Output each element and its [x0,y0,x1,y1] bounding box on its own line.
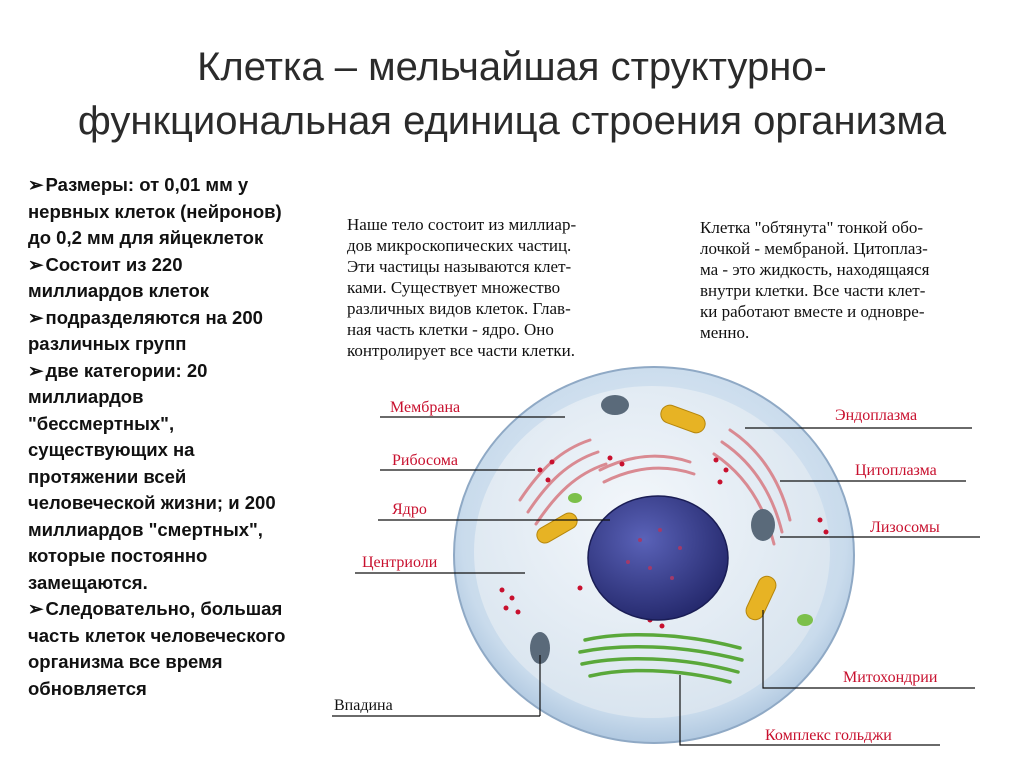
label-nucleus: Ядро [392,501,427,518]
paragraph-line: контролирует все части клетки. [347,341,575,360]
bullet-text: обновляется [28,677,147,699]
label-mitochondria: Митохондрии [843,669,938,686]
paragraph-line: Наше тело состоит из миллиар- [347,215,577,234]
bullet-text: Размеры: от 0,01 мм у [45,174,249,195]
paragraph-line: Клетка "обтянута" тонкой обо- [700,218,924,237]
arrow-bullet-icon: ➢ [28,598,44,619]
label-membrane: Мембрана [390,399,461,416]
bullet-text: часть клеток человеческого [28,624,286,646]
bullet-text: замещаются. [28,571,148,593]
bullet-text: подразделяются на 200 [45,306,263,328]
bullet-text: человеческой жизни; и 200 [28,492,276,513]
paragraph-line: различных видов клеток. Глав- [347,299,571,318]
bullet-text: которые постоянно [28,545,208,566]
slide-title-line-2: функциональная единица строения организма [77,99,947,143]
bullet-text: протяжении всей [28,465,187,487]
paragraph-line: ками. Существует множество [347,278,561,297]
bullet-text: миллиардов "смертных", [28,518,263,540]
label-ribosome: Рибосома [392,452,458,469]
bullet-text: различных групп [28,333,187,354]
arrow-bullet-icon: ➢ [28,253,44,275]
paragraph-line: дов микроскопических частиц. [347,236,572,255]
bullet-text: нервных клеток (нейронов) [28,200,282,222]
paragraph-line: лочкой - мембраной. Цитоплаз- [700,239,928,258]
label-endoplasm: Эндоплазма [835,407,918,424]
bullet-text: две категории: 20 [45,359,208,381]
bullet-text: существующих на [28,439,195,460]
bullet-text: до 0,2 мм для яйцеклеток [28,227,264,248]
bullet-text: миллиардов клеток [28,280,210,301]
paragraph-line: ки работают вместе и одновре- [700,302,925,321]
slide-title-line-1: Клетка – мельчайшая структурно- [197,45,827,89]
label-cytoplasm: Цитоплазма [855,462,937,479]
paragraph-line: ма - это жидкость, находящаяся [700,260,930,279]
paragraph-line: менно. [700,323,750,342]
arrow-bullet-icon: ➢ [28,174,44,195]
label-golgi: Комплекс гольджи [765,727,892,744]
arrow-bullet-icon: ➢ [28,359,44,381]
nucleus [588,496,728,620]
paragraph-line: ная часть клетки - ядро. Оно [347,320,554,339]
label-centrioles: Центриоли [362,554,438,571]
bullet-text: организма все время [28,651,223,672]
label-depression: Впадина [334,697,393,714]
bullet-text: "бессмертных", [28,412,175,434]
bullet-text: миллиардов [28,386,144,407]
bullet-text: Состоит из 220 [45,253,183,275]
bullet-text: Следовательно, большая [45,598,283,619]
label-lysosomes: Лизосомы [870,519,940,536]
arrow-bullet-icon: ➢ [28,306,44,328]
paragraph-line: Эти частицы называются клет- [347,257,572,276]
lysosome-right [751,509,775,541]
lysosome-top [601,395,629,415]
paragraph-line: внутри клетки. Все части клет- [700,281,926,300]
